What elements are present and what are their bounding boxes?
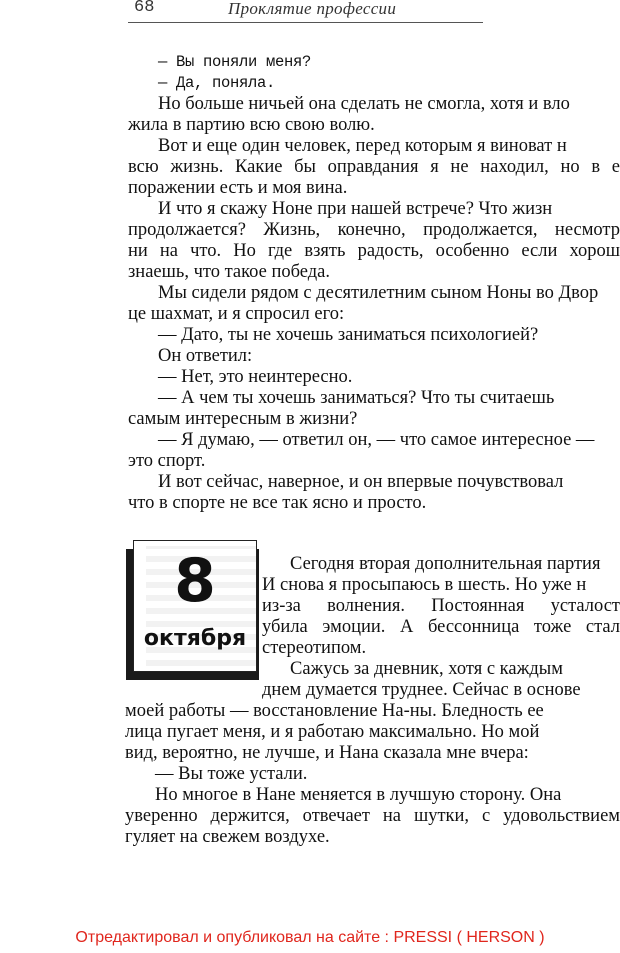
running-header bbox=[128, 0, 483, 23]
text-line: что в спорте не все так ясно и просто. bbox=[128, 493, 427, 513]
text-line: гуляет на свежем воздухе. bbox=[125, 827, 330, 847]
text-line: — Вы тоже устали. bbox=[155, 764, 308, 784]
text-line: це шахмат, и я спросил его: bbox=[128, 304, 345, 324]
text-line: всю жизнь. Какие бы оправдания я не находил, но в е bbox=[128, 157, 620, 177]
text-line: — Нет, это неинтересно. bbox=[158, 367, 353, 387]
page-number: 68 bbox=[134, 0, 155, 17]
text-line: днем думается труднее. Сейчас в основе bbox=[262, 680, 581, 700]
text-line: вид, вероятно, не лучше, и Нана сказала мне вчера: bbox=[125, 743, 529, 763]
text-line: продолжается? Жизнь, конечно, продолжается, несмотр bbox=[128, 220, 620, 240]
text-line: знаешь, что такое победа. bbox=[128, 262, 331, 282]
text-line: самым интересным в жизни? bbox=[128, 409, 358, 429]
text-line: лица пугает меня, и я работаю максимально. Но мой bbox=[125, 722, 540, 742]
text-line: Но многое в Нане меняется в лучшую сторону. Она bbox=[155, 785, 562, 805]
text-line: Сажусь за дневник, хотя с каждым bbox=[290, 659, 563, 679]
text-line: поражении есть и моя вина. bbox=[128, 178, 348, 198]
text-line: стереотипом. bbox=[262, 638, 367, 658]
text-line: — Я думаю, — ответил он, — что самое интересное — bbox=[158, 430, 595, 450]
text-line: И что я скажу Ноне при нашей встрече? Что жизн bbox=[158, 199, 553, 219]
running-title: Проклятие профессии bbox=[228, 0, 397, 18]
text-line: И вот сейчас, наверное, и он впервые почувствовал bbox=[158, 472, 564, 492]
text-line: жила в партию всю свою волю. bbox=[128, 115, 375, 135]
text-line: убила эмоции. А бессонница тоже стал bbox=[262, 617, 620, 637]
text-line: моей работы — восстановление На-ны. Бледность ее bbox=[125, 701, 544, 721]
text-line: Мы сидели рядом с десятилетним сыном Ноны во Двор bbox=[158, 283, 599, 303]
text-line: Сегодня вторая дополнительная партия bbox=[290, 554, 601, 574]
text-line: И снова я просыпаюсь в шесть. Но уже н bbox=[262, 575, 587, 595]
text-line: — Вы поняли меня? bbox=[158, 53, 312, 71]
footer-credit: Отредактировал и опубликовал на сайте : PRESSI ( HERSON ) bbox=[75, 929, 545, 946]
text-line: — Дато, ты не хочешь заниматься психологией? bbox=[158, 325, 539, 345]
calendar-day: 8 bbox=[174, 546, 216, 616]
text-line: уверенно держится, отвечает на шутки, с удовольствием bbox=[125, 806, 620, 826]
text-line: из-за волнения. Постоянная усталост bbox=[262, 596, 620, 616]
text-line: — А чем ты хочешь заниматься? Что ты считаешь bbox=[158, 388, 555, 408]
text-line: это спорт. bbox=[128, 451, 206, 471]
text-line: Вот и еще один человек, перед которым я виноват н bbox=[158, 136, 567, 156]
text-line: Но больше ничьей она сделать не смогла, хотя и вло bbox=[158, 94, 570, 114]
text-line: — Да, поняла. bbox=[158, 74, 276, 92]
text-line: Он ответил: bbox=[158, 346, 253, 366]
calendar-month: октября bbox=[143, 626, 247, 651]
text-line: ни на что. Но где взять радость, особенно если хорош bbox=[128, 241, 620, 261]
